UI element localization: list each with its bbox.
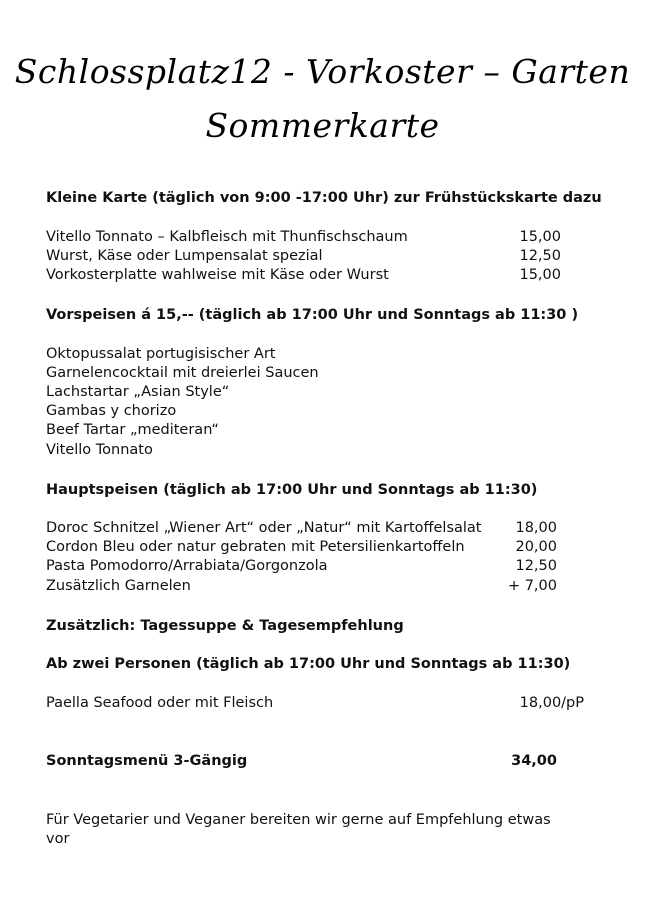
menu-item-price: 20,00 xyxy=(515,539,557,555)
menu-item-name: Vitello Tonnato – Kalbfleisch mit Thunfischschaum xyxy=(46,229,408,245)
menu-item-price: 15,00 xyxy=(519,229,561,245)
hauptspeisen-heading: Hauptspeisen (täglich ab 17:00 Uhr und Sonntags ab 11:30) xyxy=(46,482,538,498)
menu-item-name: Vorkosterplatte wahlweise mit Käse oder Wurst xyxy=(46,267,389,283)
zusaetzlich-heading: Zusätzlich: Tagessuppe & Tagesempfehlung xyxy=(46,618,404,634)
menu-item-price: 12,50 xyxy=(519,248,561,264)
sonntagsmenue-name: Sonntagsmenü 3-Gängig xyxy=(46,753,248,769)
menu-title: Schlossplatz12 - Vorkoster – Garten xyxy=(14,52,631,91)
menu-item-name: Pasta Pomodorro/Arrabiata/Gorgonzola xyxy=(46,558,328,574)
menu-item-name: Doroc Schnitzel „Wiener Art“ oder „Natur“ mit Kartoffelsalat xyxy=(46,520,482,536)
menu-item-name: Gambas y chorizo xyxy=(46,403,177,419)
menu-item-price: 15,00 xyxy=(519,267,561,283)
menu-item-name: Garnelencocktail mit dreierlei Saucen xyxy=(46,365,319,381)
vorspeisen-heading: Vorspeisen á 15,-- (täglich ab 17:00 Uhr und Sonntags ab 11:30 ) xyxy=(46,307,579,323)
zwei-personen-heading: Ab zwei Personen (täglich ab 17:00 Uhr und Sonntags ab 11:30) xyxy=(46,656,571,672)
sonntagsmenue-price: 34,00 xyxy=(511,753,557,769)
menu-subtitle: Sommerkarte xyxy=(205,106,440,145)
footer-note-continued: vor xyxy=(46,831,70,847)
menu-item-name: Paella Seafood oder mit Fleisch xyxy=(46,695,274,711)
menu-item-name: Cordon Bleu oder natur gebraten mit Petersilienkartoffeln xyxy=(46,539,465,555)
menu-item-name: Lachstartar „Asian Style“ xyxy=(46,384,230,400)
footer-note: Für Vegetarier und Veganer bereiten wir gerne auf Empfehlung etwas xyxy=(46,812,551,828)
menu-item-price: 18,00/pP xyxy=(519,695,584,711)
menu-item-name: Oktopussalat portugisischer Art xyxy=(46,346,276,362)
kleine-karte-heading: Kleine Karte (täglich von 9:00 -17:00 Uhr) zur Frühstückskarte dazu xyxy=(46,190,602,206)
menu-item-name: Beef Tartar „mediteran“ xyxy=(46,422,219,438)
menu-item-price: 18,00 xyxy=(515,520,557,536)
menu-item-price: + 7,00 xyxy=(507,578,557,594)
menu-item-name: Vitello Tonnato xyxy=(46,442,153,458)
menu-item-price: 12,50 xyxy=(515,558,557,574)
menu-item-name: Zusätzlich Garnelen xyxy=(46,578,191,594)
menu-item-name: Wurst, Käse oder Lumpensalat spezial xyxy=(46,248,323,264)
